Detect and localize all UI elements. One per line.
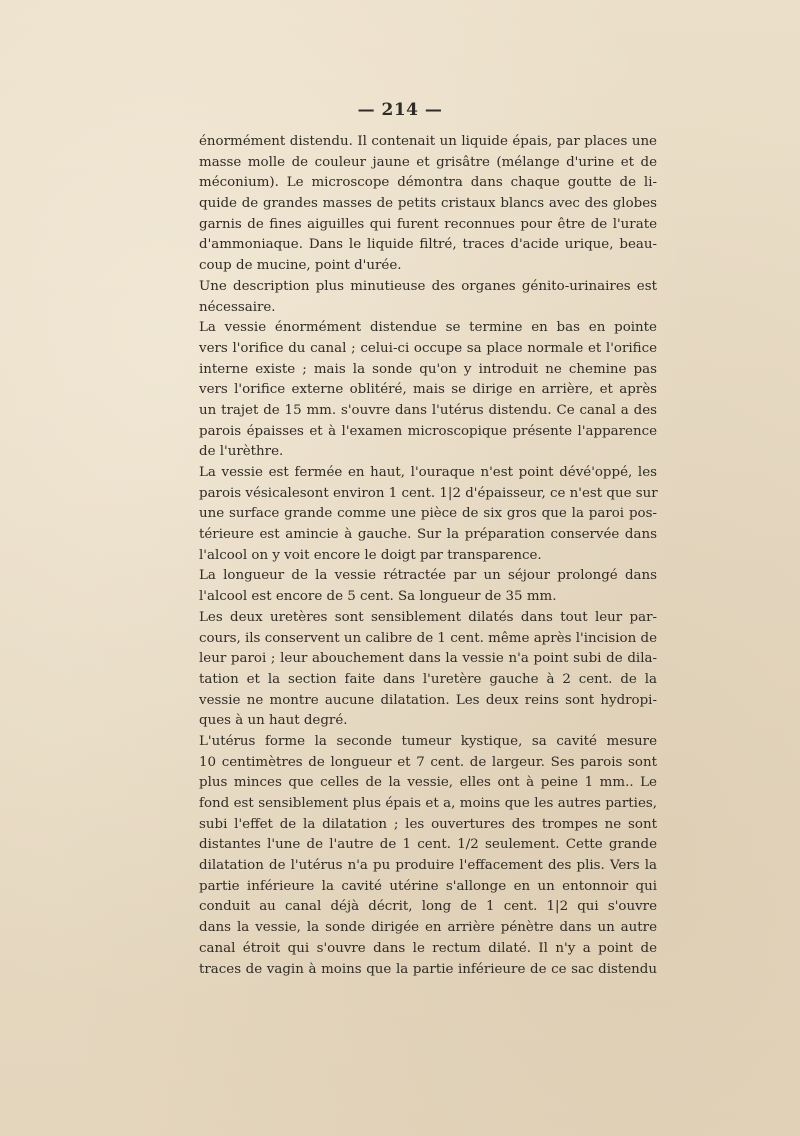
text-line: l'alcool est encore de 5 cent. Sa longueur de 35 mm. <box>199 589 557 605</box>
text-line: ques à un haut degré. <box>199 713 348 729</box>
text-line: subi l'effet de la dilatation ; les ouvertures des trompes ne sont <box>199 816 657 832</box>
text-line: d'ammoniaque. Dans le liquide filtré, traces d'acide urique, beau- <box>199 237 657 253</box>
text-line: vers l'orifice externe oblitéré, mais se dirige en arrière, et après <box>199 382 657 398</box>
text-line: La vessie énormément distendue se termine en bas en pointe <box>199 320 657 336</box>
text-line: quide de grandes masses de petits cristaux blancs avec des globes <box>199 196 657 212</box>
text-line: traces de vagin à moins que la partie inférieure de ce sac distendu <box>199 961 657 977</box>
text-line: coup de mucine, point d'urée. <box>199 258 402 274</box>
text-line: distantes l'une de l'autre de 1 cent. 1/2 seulement. Cette grande <box>199 837 657 853</box>
text-line: interne existe ; mais la sonde qu'on y introduit ne chemine pas <box>199 361 657 377</box>
text-line: cours, ils conservent un calibre de 1 cent. même après l'incision de <box>199 630 657 646</box>
text-line: conduit au canal déjà décrit, long de 1 cent. 1|2 qui s'ouvre <box>199 899 657 915</box>
text-line: canal étroit qui s'ouvre dans le rectum dilaté. Il n'y a point de <box>199 940 657 956</box>
text-line: Une description plus minutieuse des organes génito-urinaires est <box>199 278 657 294</box>
text-line: 10 centimètres de longueur et 7 cent. de largeur. Ses parois sont <box>199 754 657 770</box>
text-line: garnis de fines aiguilles qui furent reconnues pour être de l'urate <box>199 216 657 232</box>
text-line: dans la vessie, la sonde dirigée en arrière pénètre dans un autre <box>199 920 657 936</box>
text-line: tation et la section faite dans l'uretère gauche à 2 cent. de la <box>199 671 657 687</box>
text-line: partie inférieure la cavité utérine s'allonge en un entonnoir qui <box>199 878 657 894</box>
text-line: Les deux uretères sont sensiblement dilatés dans tout leur par- <box>199 609 657 625</box>
text-line: masse molle de couleur jaune et grisâtre (mélange d'urine et de <box>199 154 657 170</box>
text-line: L'utérus forme la seconde tumeur kystique, sa cavité mesure <box>199 733 657 749</box>
text-line: parois vésicalesont environ 1 cent. 1|2 d'épaisseur, ce n'est que sur <box>199 485 658 501</box>
text-line: La vessie est fermée en haut, l'ouraque n'est point dévé'oppé, les <box>199 465 657 480</box>
text-line: vessie ne montre aucune dilatation. Les deux reins sont hydropi- <box>199 692 657 708</box>
text-line: parois épaisses et à l'examen microscopique présente l'apparence <box>199 423 657 439</box>
text-line: fond est sensiblement plus épais et a, moins que les autres parties, <box>199 796 657 811</box>
text-line: térieure est amincie à gauche. Sur la préparation conservée dans <box>199 527 657 543</box>
text-line: méconium). Le microscope démontra dans chaque goutte de li- <box>199 175 657 191</box>
text-line: leur paroi ; leur abouchement dans la vessie n'a point subi de dila- <box>199 651 657 667</box>
text-line: énormément distendu. Il contenait un liquide épais, par places une <box>199 134 657 149</box>
page-number: — 214 — <box>357 100 443 120</box>
text-line: un trajet de 15 mm. s'ouvre dans l'utérus distendu. Ce canal a des <box>199 402 657 418</box>
text-line: de l'urèthre. <box>199 444 284 460</box>
text-line: plus minces que celles de la vessie, elles ont à peine 1 mm.. Le <box>199 775 657 791</box>
text-line: vers l'orifice du canal ; celui-ci occupe sa place normale et l'orifice <box>199 340 657 356</box>
text-line: dilatation de l'utérus n'a pu produire l'effacement des plis. Vers la <box>199 858 657 874</box>
body-text <box>199 132 657 980</box>
text-line: nécessaire. <box>199 299 276 315</box>
text-line: La longueur de la vessie rétractée par un séjour prolongé dans <box>199 568 657 584</box>
text-line: une surface grande comme une pièce de six gros que la paroi pos- <box>199 506 657 522</box>
text-line: l'alcool on y voit encore le doigt par transparence. <box>199 547 542 563</box>
